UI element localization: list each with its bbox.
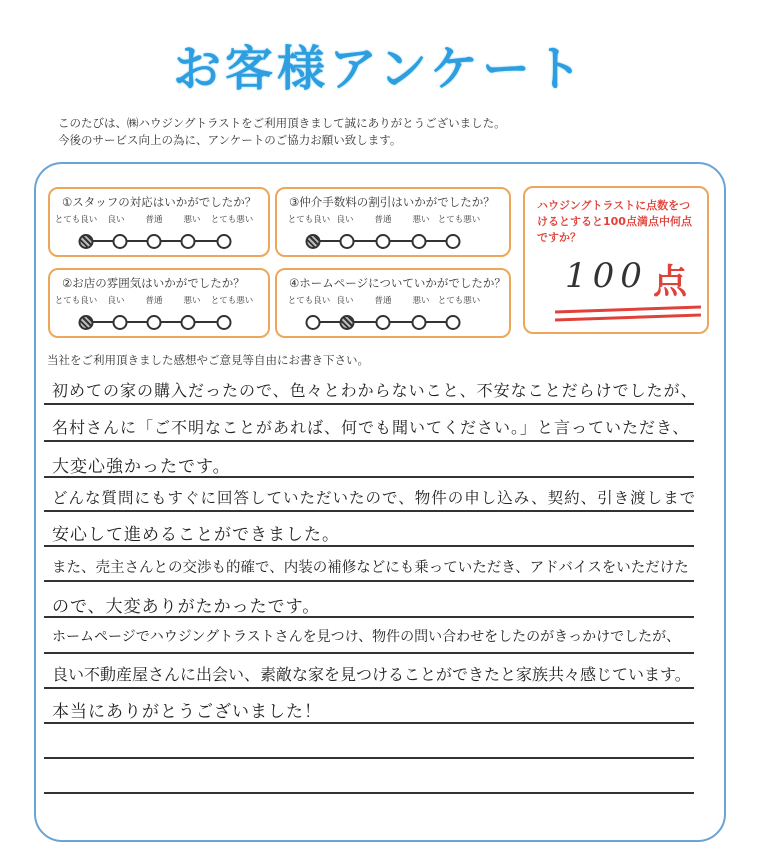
ruled-line	[44, 545, 694, 547]
comment-line: 大変心強かったです。	[52, 457, 231, 477]
comment-label: 当社をご利用頂きました感想やご意見等自由にお書き下さい。	[47, 353, 369, 367]
radio-option[interactable]	[376, 315, 391, 330]
intro-line: 今後のサービス向上の為に、アンケートのご協力お願い致します。	[58, 133, 402, 147]
rating-scale	[54, 213, 254, 253]
ruled-line	[44, 440, 694, 442]
option-label: 良い	[107, 296, 125, 306]
radio-option[interactable]	[376, 234, 391, 249]
question-box-atmosphere	[48, 268, 270, 338]
radio-option[interactable]	[147, 234, 162, 249]
option-label: 悪い	[183, 296, 201, 306]
radio-option[interactable]	[181, 234, 196, 249]
score-unit: 点	[653, 262, 687, 302]
option-label: 普通	[145, 296, 163, 306]
option-label: 悪い	[412, 296, 430, 306]
comment-line: 名村さんに「ご不明なことがあれば、何でも聞いてください。」と言っていただき、	[52, 418, 690, 437]
question-box-homepage	[275, 268, 511, 338]
question-title: ①スタッフの対応はいかがでしたか？	[62, 195, 257, 209]
radio-option[interactable]	[446, 234, 461, 249]
option-label: とても良い	[287, 215, 331, 225]
comment-line: ので、大変ありがたかったです。	[52, 597, 321, 617]
radio-option[interactable]	[446, 315, 461, 330]
radio-option[interactable]	[113, 315, 128, 330]
ruled-line	[44, 757, 694, 759]
radio-option[interactable]	[147, 315, 162, 330]
comment-line: ホームページでハウジングトラストさんを見つけ、物件の問い合わせをしたのがきっかけでしたが、	[52, 629, 681, 645]
ruled-line	[44, 722, 694, 724]
radio-option[interactable]	[79, 234, 94, 249]
intro-line: このたびは、㈱ハウジングトラストをご利用頂きまして誠にありがとうございました。	[58, 116, 506, 130]
option-label: 普通	[145, 215, 163, 225]
radio-option[interactable]	[306, 315, 321, 330]
option-label: 悪い	[412, 215, 430, 225]
option-label: 良い	[336, 296, 354, 306]
rating-scale	[287, 213, 481, 253]
rating-scale	[54, 294, 254, 334]
question-box-commission	[275, 187, 511, 257]
comment-line: どんな質問にもすぐに回答していただいたので、物件の申し込み、契約、引き渡しまで	[52, 489, 697, 507]
question-title: ④ホームページについていかがでしたか？	[289, 276, 506, 290]
option-label: とても悪い	[210, 296, 254, 306]
radio-option[interactable]	[217, 315, 232, 330]
radio-option[interactable]	[340, 315, 355, 330]
ruled-line	[44, 580, 694, 582]
question-title: ③仲介手数料の割引はいかがでしたか？	[289, 195, 495, 209]
option-label: 良い	[336, 215, 354, 225]
score-underline	[555, 305, 701, 313]
score-box	[523, 186, 709, 334]
ruled-line	[44, 687, 694, 689]
comment-line: 安心して進めることができました。	[52, 525, 340, 545]
radio-option[interactable]	[340, 234, 355, 249]
option-label: とても悪い	[210, 215, 254, 225]
option-label: 普通	[374, 215, 392, 225]
option-label: 良い	[107, 215, 125, 225]
ruled-line	[44, 510, 694, 512]
option-label: 悪い	[183, 215, 201, 225]
option-label: とても良い	[54, 215, 98, 225]
intro-text	[58, 115, 506, 149]
radio-option[interactable]	[217, 234, 232, 249]
option-label: とても良い	[54, 296, 98, 306]
radio-option[interactable]	[113, 234, 128, 249]
rating-scale	[287, 294, 481, 334]
ruled-line	[44, 403, 694, 405]
score-value[interactable]: 100	[565, 256, 648, 296]
comment-line: 初めての家の購入だったので、色々とわからないこと、不安なことだらけでしたが、	[52, 381, 698, 400]
radio-option[interactable]	[412, 234, 427, 249]
score-question: ハウジングトラストに点数をつけるとすると100点満点中何点ですか？	[537, 199, 692, 244]
comment-line: 本当にありがとうございました！	[52, 702, 322, 722]
score-underline	[555, 313, 701, 321]
ruled-line	[44, 792, 694, 794]
option-label: 普通	[374, 296, 392, 306]
page-title: お客様アンケート	[172, 41, 587, 97]
question-title: ②お店の雰囲気はいかがでしたか？	[62, 276, 245, 290]
ruled-line	[44, 652, 694, 654]
comment-line: 良い不動産屋さんに出会い、素敵な家を見つけることができたと家族共々感じています。	[52, 665, 691, 684]
option-label: とても悪い	[437, 215, 481, 225]
option-label: とても悪い	[437, 296, 481, 306]
radio-option[interactable]	[79, 315, 94, 330]
question-box-staff	[48, 187, 270, 257]
comment-line: また、売主さんとの交渉も的確で、内装の補修などにも乗っていただき、アドバイスをいただけた	[52, 560, 689, 576]
radio-option[interactable]	[181, 315, 196, 330]
option-label: とても良い	[287, 296, 331, 306]
radio-option[interactable]	[412, 315, 427, 330]
radio-option[interactable]	[306, 234, 321, 249]
